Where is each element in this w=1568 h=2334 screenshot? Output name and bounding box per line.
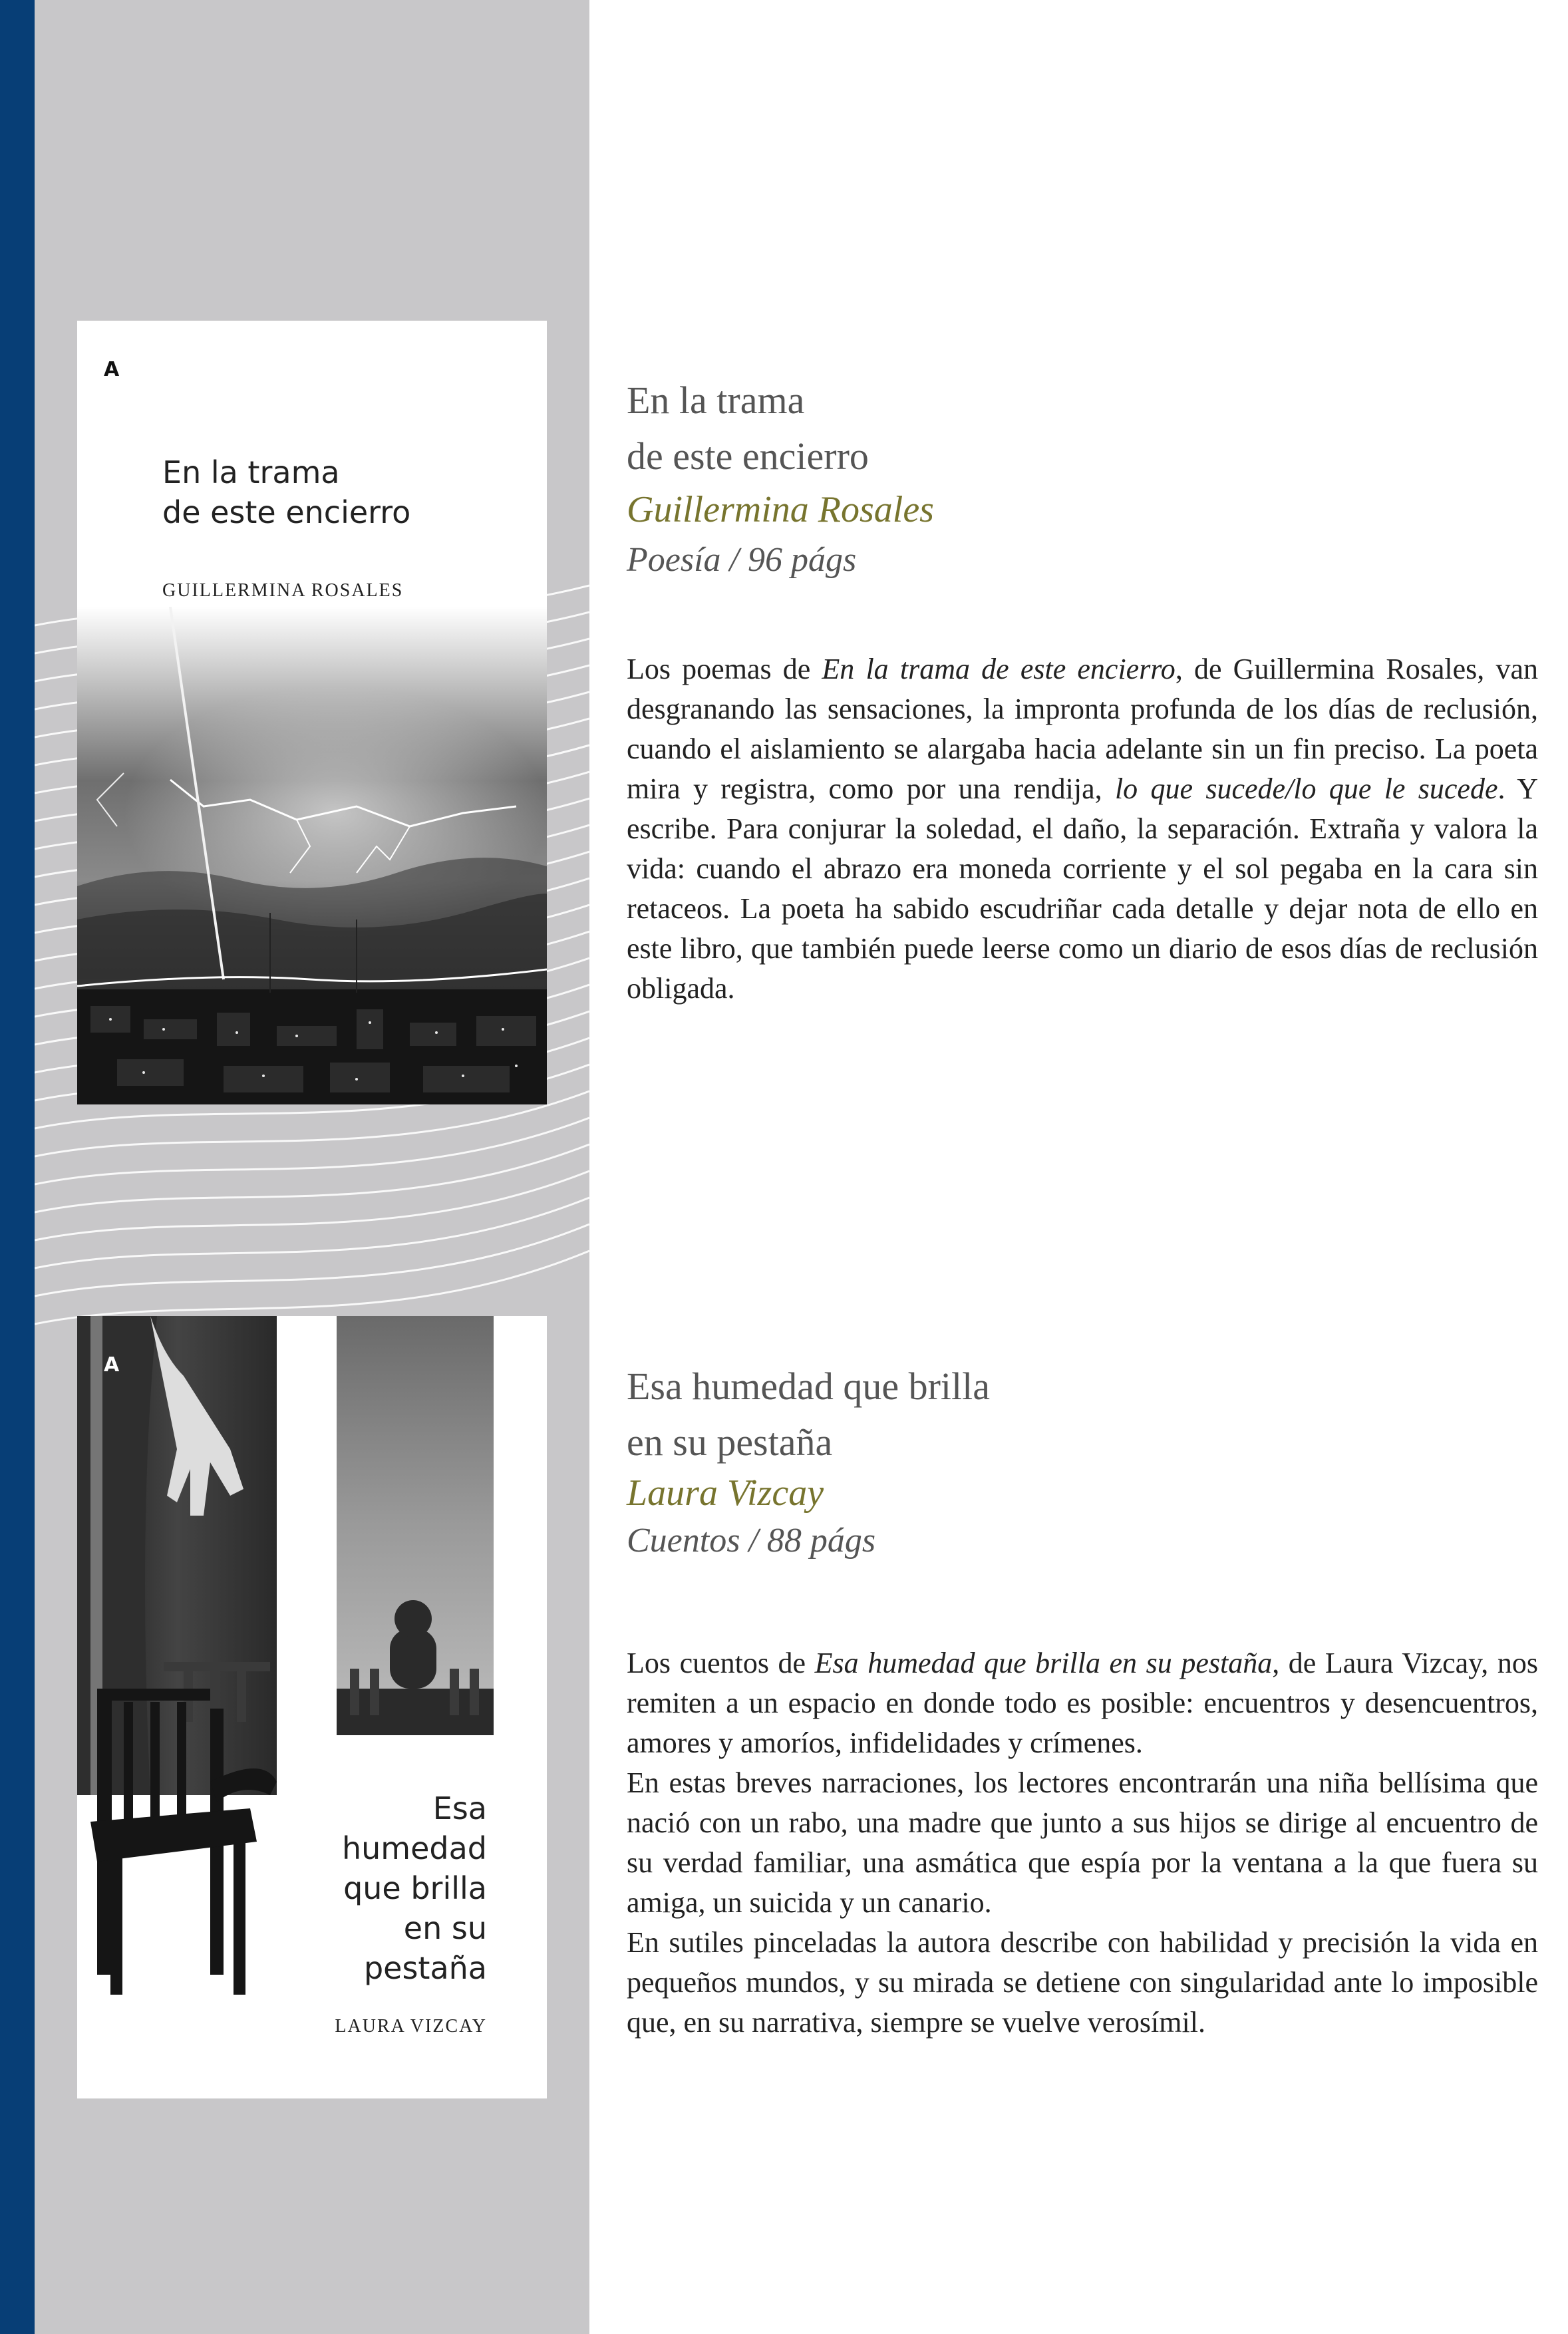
cover-title: Esa humedad que brilla en su pestaña <box>341 1790 487 1986</box>
publisher-logo-icon: A <box>104 358 120 381</box>
wave-line <box>35 1198 589 1268</box>
book-description <box>627 649 1538 1009</box>
publisher-logo-icon: A <box>104 1353 120 1377</box>
book-genre-pages: Poesía / 96 págs <box>627 541 857 579</box>
book-title: Esa humedad que brilla en su pestaña <box>627 1365 990 1464</box>
wave-line <box>35 1224 589 1296</box>
book-author: Laura Vizcay <box>627 1472 824 1514</box>
cover-title: En la trama de este encierro <box>162 454 411 530</box>
cover-author: GUILLERMINA ROSALES <box>162 580 404 601</box>
storm-city-photo <box>77 607 547 1104</box>
description-paragraph: Los cuentos de Esa humedad que brilla en su pestaña, de Laura Vizcay, nos remiten a un espacio en donde todo es posible: encuentros y desencuentros, amores y amoríos, infidelidades y crímenes. <box>627 1647 1538 1759</box>
description-paragraph: Los poemas de En la trama de este encierro, de Guillermina Rosales, van desgranando las sensaciones, la impronta profunda de los días de reclusión, cuando el aislamiento se alargaba hacia adelante sin un fin preciso. La poeta mira y registra, como por una rendija, lo que sucede/lo que le sucede. Y escribe. Para conjurar la soledad, el daño, la separación. Extraña y valora la vida: cuando el abrazo era moneda corriente y el sol pegaba en la cara sin retaceos. La poeta ha sabido escudriñar cada detalle y dejar nota de ello en este libro, que también puede leerse como un diario de esos días de reclusión obligada. <box>627 653 1538 1005</box>
book-genre-pages: Cuentos / 88 págs <box>627 1522 876 1560</box>
book-cover-esa-humedad <box>77 1316 547 2098</box>
wave-line <box>35 1144 589 1212</box>
book-cover-en-la-trama <box>77 321 547 1104</box>
sidebar-blue-stripe <box>0 0 35 2334</box>
description-paragraph: En estas breves narraciones, los lectores encontrarán una niña bellísima que nació con un rabo, una madre que junto a sus hijos se dirige al encuentro de su verdad familiar, una asmática que espía por la ventana a la que fuera su amiga, un suicida y un canario. <box>627 1766 1538 1919</box>
cover-author: LAURA VIZCAY <box>335 2016 487 2037</box>
wave-line <box>35 1251 589 1324</box>
book-description <box>627 1643 1538 2043</box>
wave-line <box>35 1118 589 1184</box>
book-author: Guillermina Rosales <box>627 489 934 530</box>
wave-line <box>35 1171 589 1240</box>
book-title: En la trama de este encierro <box>627 379 869 478</box>
description-paragraph: En sutiles pinceladas la autora describe con habilidad y precisión la vida en pequeños mundos, y su mirada se detiene con singularidad ante lo imposible que, en su narrativa, siempre se vuelve verosímil. <box>627 1926 1538 2039</box>
